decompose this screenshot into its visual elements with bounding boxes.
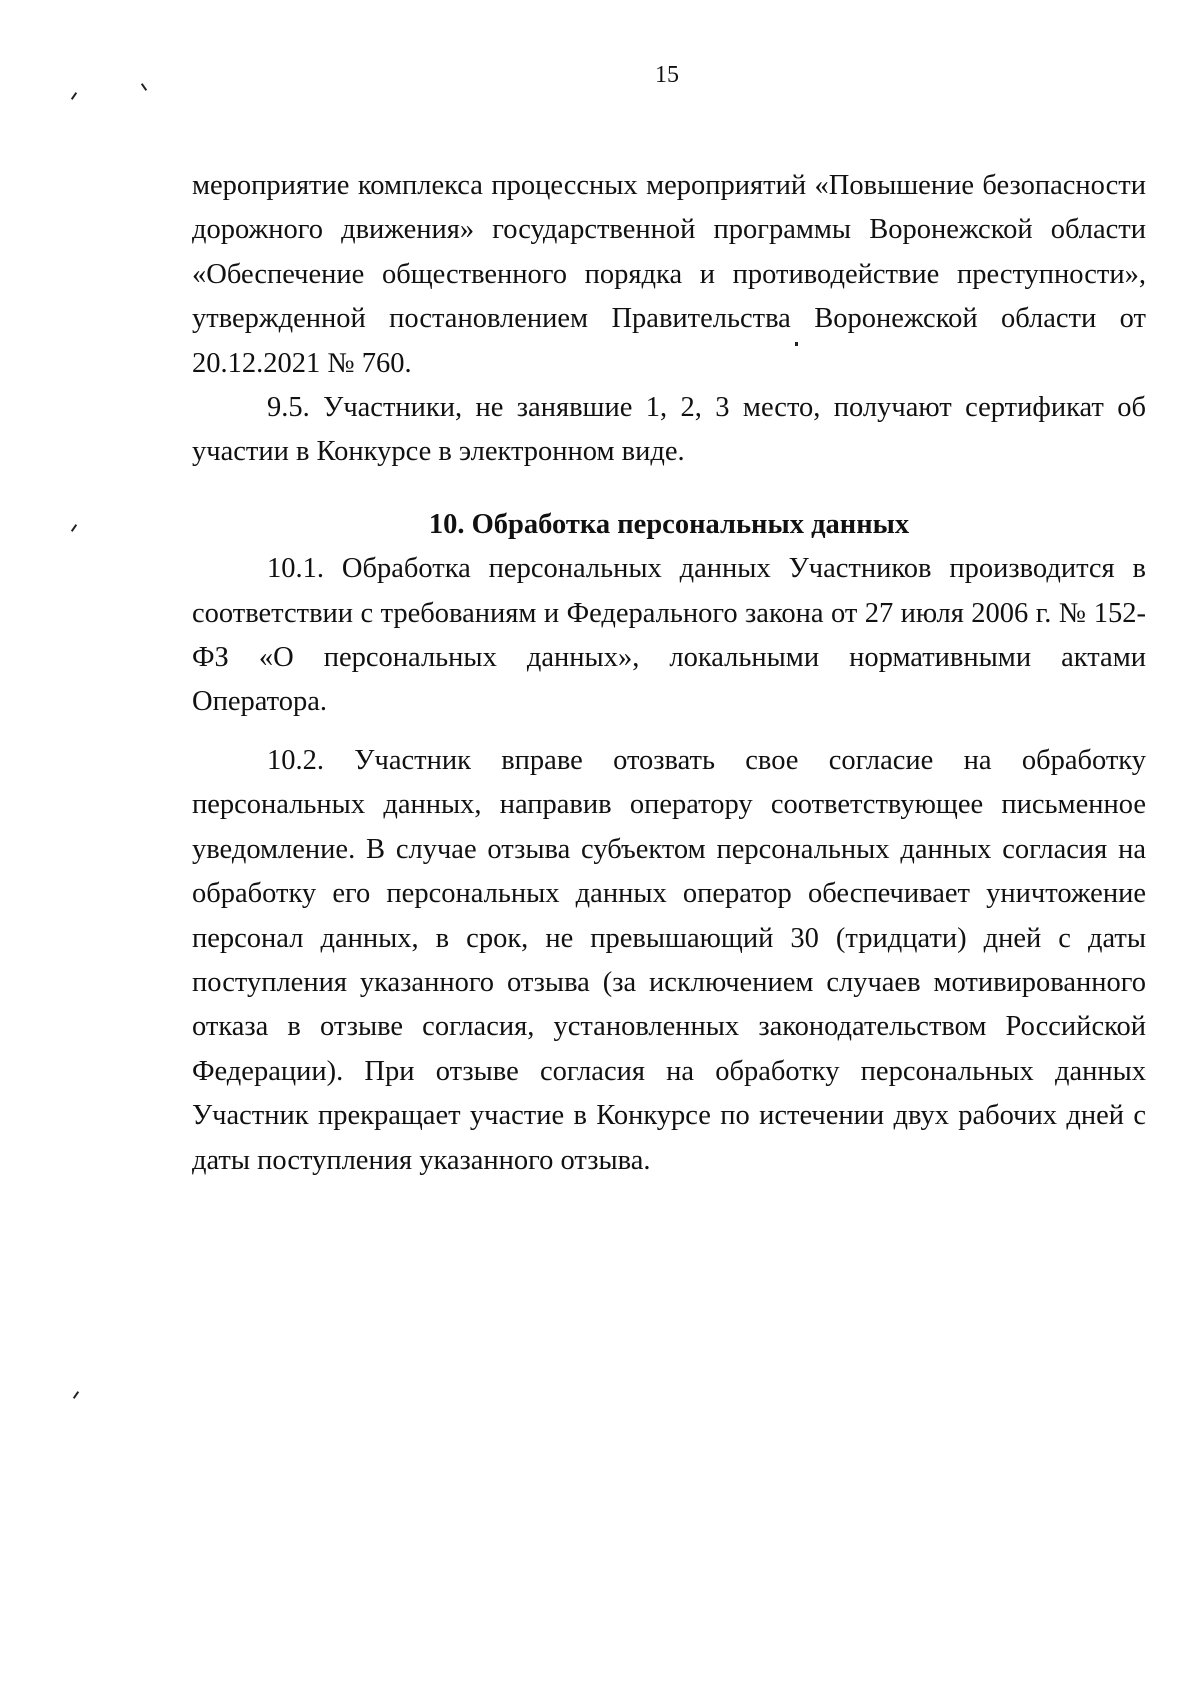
scan-artifact (73, 1391, 79, 1399)
paragraph-9-5: 9.5. Участники, не занявшие 1, 2, 3 место, получают сертификат об участии в Конкурсе в электронном виде. (192, 392, 1146, 468)
section-heading-10: 10. Обработка персональных данных (428, 508, 910, 540)
paragraph-10-1: 10.1. Обработка персональных данных Участников производится в соответствии с требованиям и Федерального закона от 27 июля 2006 г. № 152-ФЗ «О персональных данных», локальными нормативными актами Оператора. (192, 553, 1146, 718)
scan-artifact (71, 524, 77, 532)
paragraph-intro: мероприятие комплекса процессных мероприятий «Повышение безопасности дорожного движения» государственной программы Воронежской области «Обеспечение общественного порядка и противодействие преступности», утвержденной постановлением Правительства Воронежской области от 20.12.2021 № 760. (192, 170, 1146, 379)
paragraph-10-2: 10.2. Участник вправе отозвать свое согласие на обработку персональных данных, направив оператору соответствующее письменное уведомление. В случае отзыва субъектом персональных данных согласия на обработку его персональных данных оператор обеспечивает уничтожение персонал данных, в срок, не превышающий 30 (тридцати) дней с даты поступления указанного отзыва (за исключением случаев мотивированного отказа в отзыве согласия, установленных законодательством Российской Федерации). При отзыве согласия на обработку персональных данных Участник прекращает участие в Конкурсе по истечении двух рабочих дней с даты поступления указанного отзыва. (192, 744, 1146, 1176)
page-number: 15 (655, 62, 679, 88)
document-body (192, 164, 1146, 1183)
scan-artifact (71, 92, 77, 100)
